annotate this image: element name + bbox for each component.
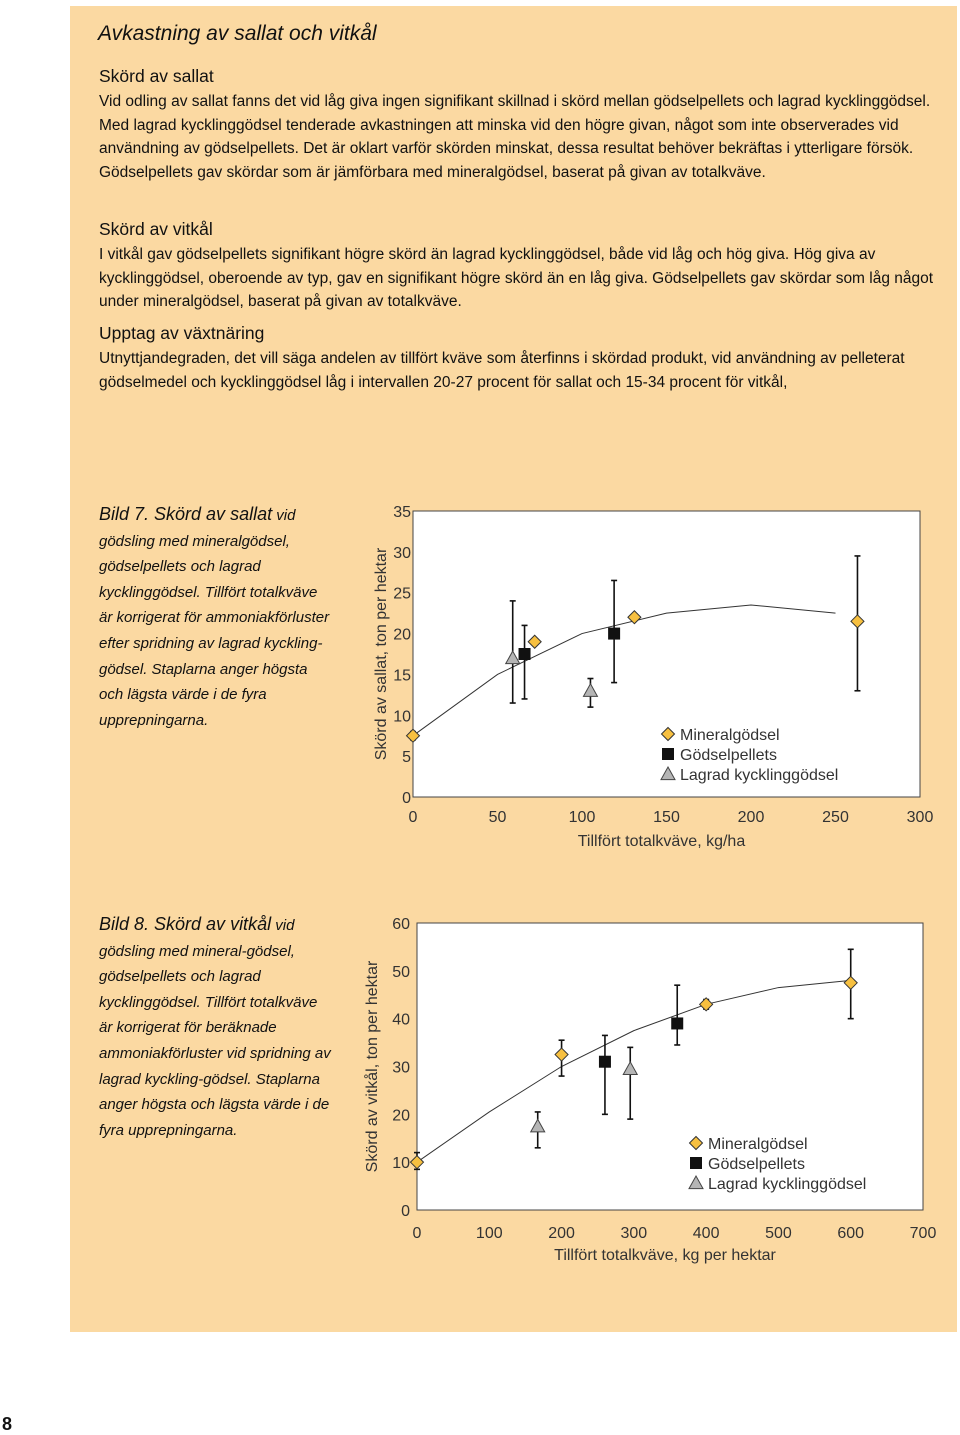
x-tick-label: 400 [692,1225,720,1242]
y-tick-label: 20 [393,626,411,644]
legend-label: Gödselpellets [708,1156,805,1173]
y-axis-label: Skörd av vitkål, ton per hektar [364,960,381,1173]
legend-label: Lagrad kycklinggödsel [680,767,839,784]
paragraph-skord-vitkal: I vitkål gav gödselpellets signifikant högre skörd än lagrad kycklinggödsel, både vid låg och hög giva. Hög giva av kycklinggödsel, oberoende av typ, gav en signifikant högre skörd än en låg giva. Gödselpellets gav skördar som låg något under mineralgödsel, baserat på givan av totalkväve. [99,246,934,311]
figure-caption-text-bild7: vid gödsling med mineralgödsel, gödselpellets och lagrad kycklinggödsel. Tillfört totalkväve är korrigerat för ammoniakförluster efter spridning av lagrad kyckling-gödsel. Staplarna anger högsta och lägsta värde i de fyra upprepningarna. [99,507,330,729]
legend-label: Gödselpellets [680,747,777,764]
data-point-square [671,1017,683,1029]
x-tick-label: 700 [909,1225,937,1242]
x-tick-label: 200 [737,809,765,826]
y-tick-label: 60 [392,916,410,933]
y-tick-label: 40 [392,1011,410,1029]
y-tick-label: 50 [392,963,410,981]
figure-label-bild8: Bild 8. Skörd av vitkål [99,914,272,934]
legend-label: Mineralgödsel [708,1136,808,1153]
legend-marker-square [690,1157,702,1169]
x-tick-label: 0 [408,809,418,826]
x-tick-label: 50 [488,809,507,826]
y-tick-label: 10 [393,708,411,726]
x-tick-label: 300 [620,1225,648,1242]
x-tick-label: 100 [568,809,596,826]
heading-skord-sallat: Skörd av sallat [99,66,214,86]
page-number: 8 [2,1414,13,1434]
x-tick-label: 100 [475,1225,503,1242]
x-axis-label: Tillfört totalkväve, kg per hektar [554,1247,776,1264]
paragraph-skord-sallat: Vid odling av sallat fanns det vid låg giva ingen signifikant skillnad i skörd mellan gödselpellets och lagrad kycklinggödsel. Med lagrad kycklinggödsel tenderade avkastningen att minska vid den högre givan, något som inte observerades vid användning av gödselpellets. Det är oklart varför skörden minskat, dessa resultat behöver bekräftas i ytterligare försök. Gödselpellets gav skördar som är jämförbara med mineralgödsel, baserat på givan av totalkväve. [99,93,931,181]
y-axis-label: Skörd av sallat, ton per hektar [373,547,390,761]
y-tick-label: 0 [402,790,411,807]
x-tick-label: 250 [822,809,849,826]
x-tick-label: 200 [548,1225,575,1242]
legend-label: Lagrad kycklinggödsel [708,1176,867,1193]
figure-label-bild7: Bild 7. Skörd av sallat [99,504,273,524]
figure-caption-text-bild8: vid gödsling med mineral-gödsel, gödselpellets och lagrad kycklinggödsel. Tillfört totalkväve är korrigerat för beräknade ammoniakförluster vid spridning av lagrad kyckling-gödsel. Staplarna anger högsta och lägsta värde i de fyra upprepningarna. [99,917,331,1139]
heading-upptag: Upptag av växtnäring [99,323,265,343]
x-tick-label: 600 [837,1225,865,1242]
y-tick-label: 10 [392,1155,410,1173]
heading-skord-vitkal: Skörd av vitkål [99,219,213,239]
x-tick-label: 300 [906,809,934,826]
x-axis-label: Tillfört totalkväve, kg/ha [577,833,746,850]
data-point-square [599,1056,611,1068]
page-title: Avkastning av sallat och vitkål [98,22,377,45]
x-tick-label: 0 [412,1225,422,1242]
paragraph-upptag: Utnyttjandegraden, det vill säga andelen av tillfört kväve som återfinns i skördad produkt, vid användning av pelleterat gödselmedel och kycklinggödsel låg i intervallen 20-27 procent för sallat och 15-34 procent för vitkål, [99,350,905,391]
plot-area [417,923,923,1210]
x-tick-label: 500 [765,1225,792,1242]
y-tick-label: 20 [392,1107,410,1125]
y-tick-label: 0 [401,1203,410,1220]
y-tick-label: 5 [402,749,411,767]
y-tick-label: 30 [393,544,411,562]
y-tick-label: 35 [393,504,411,521]
legend-label: Mineralgödsel [680,727,780,744]
y-tick-label: 15 [393,667,411,685]
x-tick-label: 150 [653,809,680,826]
y-tick-label: 25 [393,585,411,603]
y-tick-label: 30 [392,1059,410,1077]
